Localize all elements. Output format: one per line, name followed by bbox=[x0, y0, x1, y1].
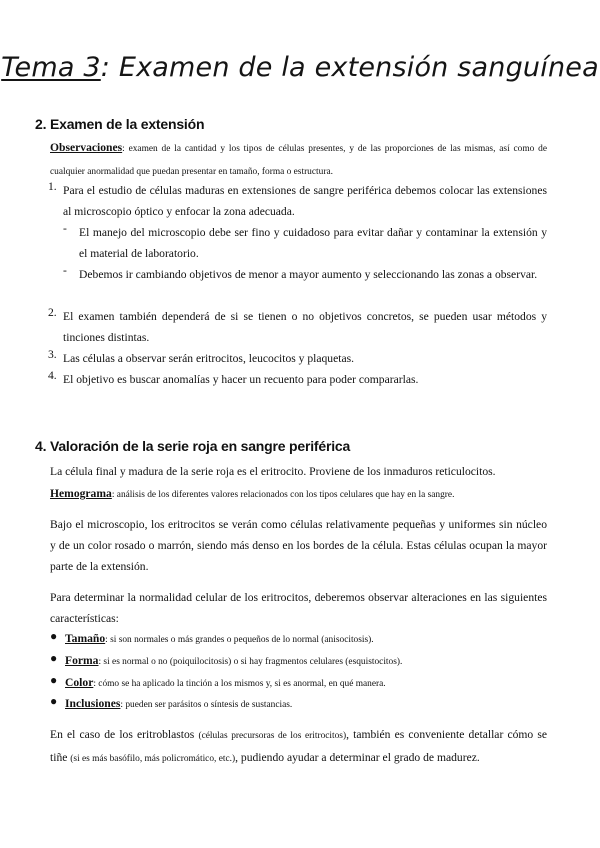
section-4-heading: 4. Valoración de la serie roja en sangre periférica bbox=[35, 438, 351, 454]
observaciones-text: : examen de la cantidad y los tipos de células presentes, y de las proporciones de las mismas, así como de cualquier anormalidad que puedan presentar en tamaño, forma o estructura. bbox=[50, 144, 547, 177]
subitem-2-dash: - bbox=[63, 264, 67, 277]
item-4-number: 4. bbox=[48, 369, 57, 382]
bullet-dot: ● bbox=[50, 673, 58, 687]
bullet-dot: ● bbox=[50, 694, 58, 708]
section-2-heading: 2. Examen de la extensión bbox=[35, 116, 205, 132]
title-prefix: Tema 3 bbox=[1, 52, 101, 83]
observaciones-paragraph bbox=[50, 137, 547, 183]
hemograma-text: : análisis de los diferentes valores relacionados con los tipos celulares que hay en la sangre. bbox=[111, 490, 455, 500]
eritroblastos-paragraph: En el caso de los eritroblastos (células precursoras de los eritrocitos), también es conveniente detallar cómo se tiñe (si es más basófilo, más policromático, etc.), pudiendo ayudar a determinar el grado de madurez. bbox=[50, 728, 548, 764]
item-2-text: El examen también dependerá de si se tienen o no objetivos concretos, se pueden usar métodos y tinciones distintas. bbox=[63, 310, 547, 344]
subitem-2-text: Debemos ir cambiando objetivos de menor a mayor aumento y seleccionando las zonas a observar. bbox=[79, 268, 538, 281]
intro-paragraph: La célula final y madura de la serie roja es el eritrocito. Proviene de los inmaduros reticulocitos. bbox=[50, 465, 496, 478]
item-3-text: Las células a observar serán eritrocitos, leucocitos y plaquetas. bbox=[63, 352, 355, 365]
item-2-number: 2. bbox=[48, 306, 57, 319]
bullet-tamano: Tamaño: si son normales o más grandes o pequeños de lo normal (anisocitosis). bbox=[65, 632, 374, 645]
bullet-dot: ● bbox=[50, 651, 58, 665]
title-rest: : Examen de la extensión sanguínea bbox=[100, 52, 599, 83]
hemograma-paragraph bbox=[50, 483, 547, 506]
microscope-paragraph: Bajo el microscopio, los eritrocitos se verán como células relativamente pequeñas y uniformes sin núcleo y de un color rosado o marrón, siendo más denso en los bordes de la célula. Estas células ocupan la mayor parte de la extensión. bbox=[50, 518, 547, 573]
item-3-number: 3. bbox=[48, 348, 57, 361]
bullet-dot: ● bbox=[50, 629, 58, 643]
bullet-color: Color: cómo se ha aplicado la tinción a los mismos y, si es anormal, en qué manera. bbox=[65, 676, 386, 689]
subitem-1-text: El manejo del microscopio debe ser fino y cuidadoso para evitar dañar y contaminar la extensión y el material de laboratorio. bbox=[79, 226, 547, 260]
bullet-forma: Forma: si es normal o no (poiquilocitosis) o si hay fragmentos celulares (esquistocitos). bbox=[65, 654, 403, 667]
normality-paragraph: Para determinar la normalidad celular de los eritrocitos, deberemos observar alteraciones en las siguientes características: bbox=[50, 591, 547, 625]
item-1-number: 1. bbox=[48, 180, 57, 193]
observaciones-label: Observaciones bbox=[50, 141, 123, 154]
item-4-text: El objetivo es buscar anomalías y hacer un recuento para poder compararlas. bbox=[63, 373, 419, 386]
hemograma-label: Hemograma bbox=[50, 487, 112, 500]
bullet-inclusiones: Inclusiones: pueden ser parásitos o síntesis de sustancias. bbox=[65, 697, 293, 710]
page-title bbox=[0, 52, 600, 83]
subitem-1-dash: - bbox=[63, 222, 67, 235]
item-1-text: Para el estudio de células maduras en extensiones de sangre periférica debemos colocar las extensiones al microscopio óptico y enfocar la zona adecuada. bbox=[63, 184, 547, 218]
